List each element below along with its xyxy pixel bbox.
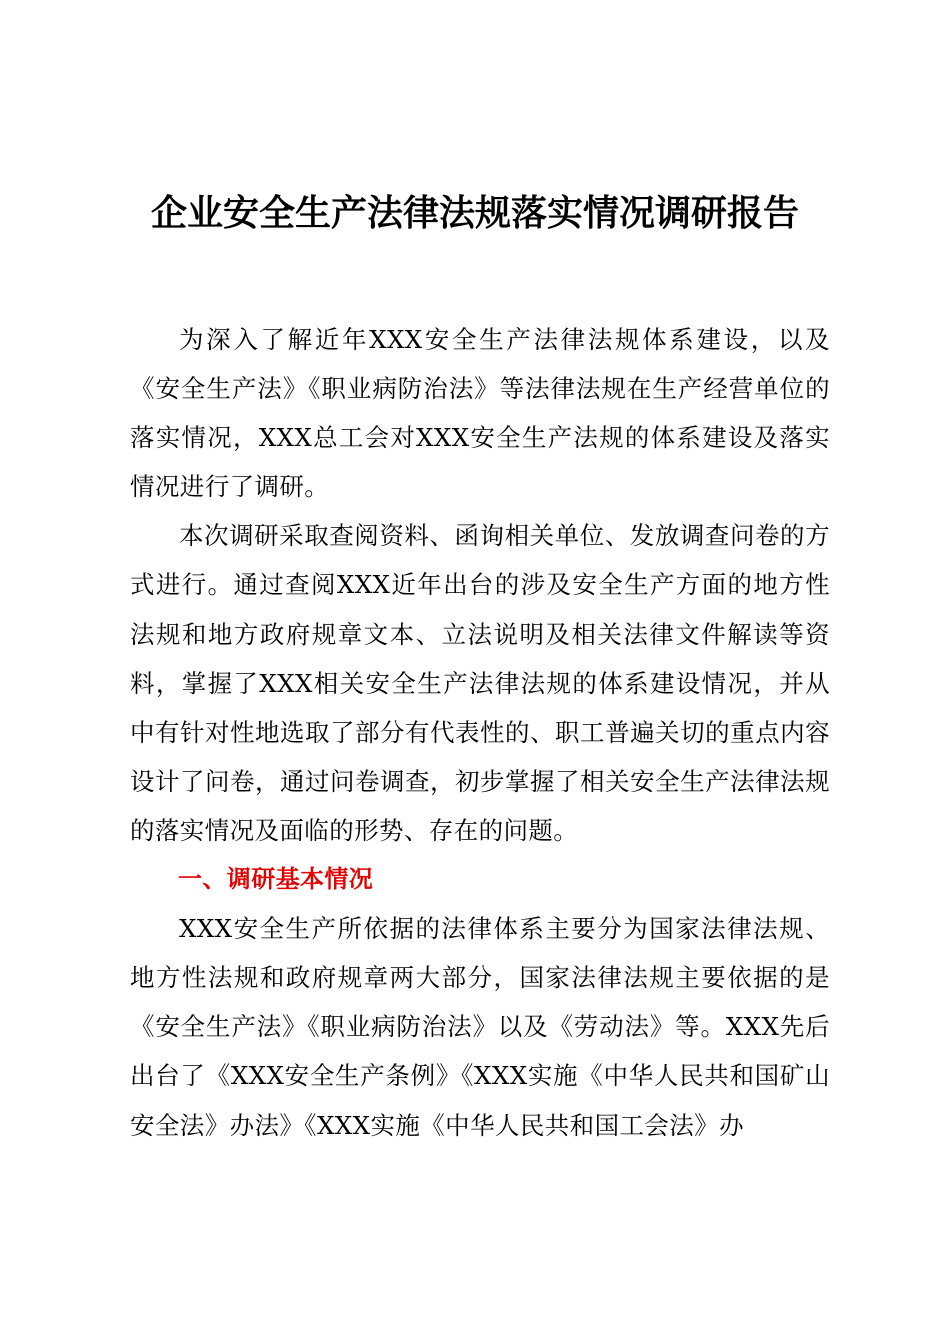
intro-paragraph: 为深入了解近年XXX安全生产法律法规体系建设，以及《安全生产法》《职业病防治法》等法律法规在生产经营单位的落实情况，XXX总工会对XXX安全生产法规的体系建设及落实情况进行了调研。 [130, 325, 830, 502]
section-paragraph: XXX安全生产所依据的法律体系主要分为国家法律法规、地方性法规和政府规章两大部分，国家法律法规主要依据的是《安全生产法》《职业病防治法》以及《劳动法》等。XXX先后出台了《XXX安全生产条例》《XXX实施《中华人民共和国矿山安全法》办法》《XXX实施《中华人民共和国工会法》办 [130, 914, 830, 1140]
section-heading: 一、调研基本情况 [178, 865, 374, 894]
document-body [130, 315, 830, 1150]
document-title: 企业安全生产法律法规落实情况调研报告 [150, 193, 799, 234]
method-paragraph: 本次调研采取查阅资料、函询相关单位、发放调查问卷的方式进行。通过查阅XXX近年出台的涉及安全生产方面的地方性法规和地方政府规章文本、立法说明及相关法律文件解读等资料，掌握了XXX相关安全生产法律法规的体系建设情况，并从中有针对性地选取了部分有代表性的、职工普遍关切的重点内容设计了问卷，通过问卷调查，初步掌握了相关安全生产法律法规的落实情况及面临的形势、存在的问题。 [130, 521, 830, 845]
